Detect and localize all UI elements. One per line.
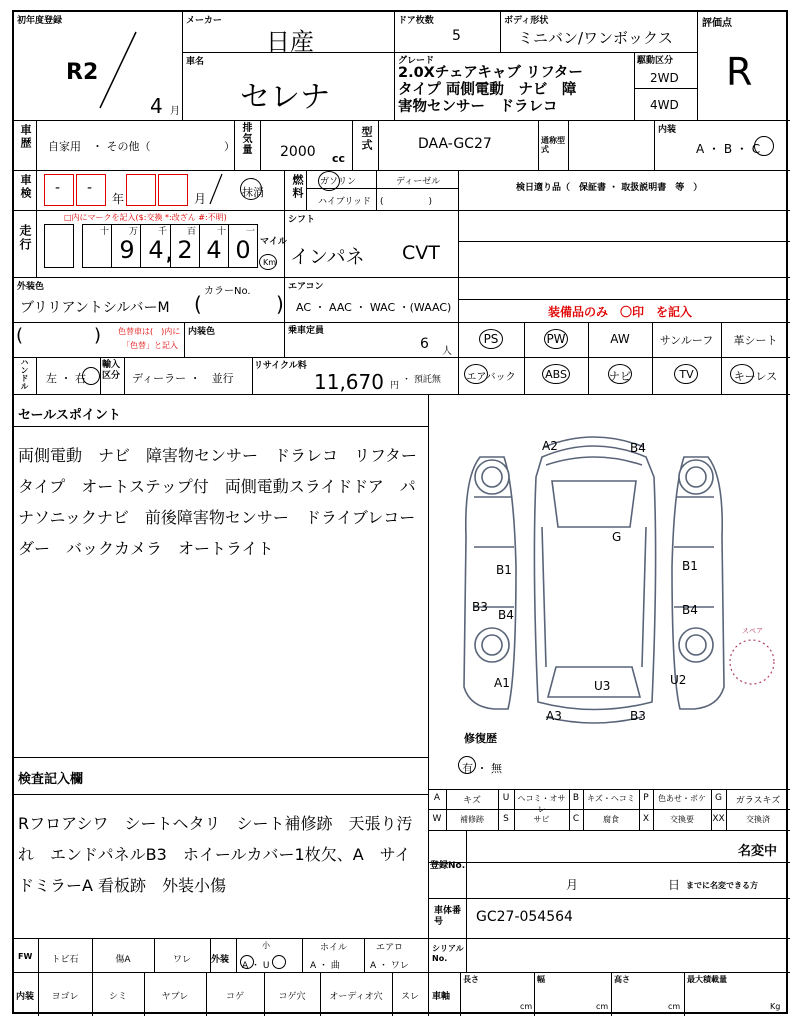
mileage-label: 走行 bbox=[18, 224, 32, 252]
fuel-gasoline: ガソリン bbox=[320, 177, 357, 187]
sales-line: ダー バックカメラ オートライト bbox=[18, 539, 274, 558]
reg-deadline: までに名変できる方 bbox=[686, 881, 758, 890]
repair-label: 修復歴 bbox=[464, 732, 497, 745]
unit-label: 万 bbox=[129, 227, 139, 237]
reg-month: 月 bbox=[566, 878, 579, 892]
unit-label: 一 bbox=[246, 227, 256, 237]
unit-label: 十 bbox=[217, 227, 227, 237]
legend-code: W bbox=[432, 814, 442, 824]
equipment-pw: PW bbox=[546, 332, 566, 346]
auction-sheet: 初年度登録 R2 4 月 メーカー 日産 ドア枚数 5 ボディ形状 ミニバン/ワンボックス 評価点 R 車名 セレナ グレード 2.0Xチェアキャブ リフター タイプ 両側電動 ナビ 障 害物センサー ドラレコ 駆動区分 2WD 4WD 車歴 自家用 ・ その他（ ） 排気量 2000 cc 型式 DAA-GC27 通称型式 内装 A ・ B ・ C 車検 - - 年 月 抹消 燃料 ガソリン ディーゼル ハイブリッド ( ) 検日適り品（ 保証書 ・ 取扱説明書 等 ） 走行 □内にマークを記入($:交換 *:改ざん #:不明) 十 万 千 百 十 一 9 4 2 4 0 , マイル Km シフト インパネ CVT 外装色 ブリリアントシルバーM カラーNo. ( ) エアコン AC ・ AAC ・ WAC ・(WAAC) 装備品のみ 〇印 を記入 ( ) 色替車は( )内に 「色替」と記入 内装色 乗車定員 6 人 PS PW AW サンルーフ 革シート エアバック ABS ナビ TV キーレス ハンドル 左 ・ 右 輸入区分 ディーラー ・ 並行 リサイクル料 11,670 円 ・ 預託無 セールスポイント 両側電動 ナビ 障害物センサー ドラレコ リフター タイプ オートステップ付 両側電動スライドドア パ ナソニックナビ 前後障害物センサー ドライブレコー ダー バックカメラ オートライト A2 B4 G B1 B1 B3 B4 B4 A1 U3 U2 A3 B3 スペア 修復歴 有 ・ 無 A キズ U ヘコミ・オサレ B キズ・ヘコミ P 色あせ・ボケ G ガラスキズ W 補修跡 S サビ C 腐食 X 交換要 XX 交換済 検査記入欄 Rフロアシワ シートヘタリ シート補修跡 天張り汚 れ エンドパネルB3 ホイールカバー1枚欠、A サイ ドミラーA 看板跡 外装小傷 登録No. 名変中 月 日 までに名変できる方 車体番号 GC27-054564 FW トビ石 傷A ワレ 外装 小 A ・ U ホイル A ・ 曲 エアロ A ・ ワレ シリアルNo. 内装 ヨゴレ シミ ヤブレ コゲ コゲ穴 オーディオ穴 スレ 車軸 長さ cm 幅 cm 高さ cm 最大積載量 Kg bbox=[12, 10, 788, 1014]
recycle-unit: 円 bbox=[390, 381, 400, 391]
paren-right: ) bbox=[276, 292, 284, 316]
mileage-instruction: □内にマークを記入($:交換 *:改ざん #:不明) bbox=[64, 213, 227, 222]
inspection-label: 車検 bbox=[19, 174, 32, 200]
history-value: 自家用 ・ その他（ bbox=[48, 140, 151, 153]
serial-label: シリアルNo. bbox=[432, 944, 464, 963]
aircon-label: エアコン bbox=[288, 282, 324, 292]
mark-b3-left: B3 bbox=[472, 600, 488, 614]
car-diagram bbox=[434, 417, 790, 727]
km-circle bbox=[259, 254, 277, 270]
legend-code: X bbox=[642, 814, 650, 824]
inspection-line: れ エンドパネルB3 ホイールカバー1枚欠、A サイ bbox=[18, 845, 411, 864]
doors-label: ドア枚数 bbox=[398, 16, 434, 26]
legend-text: 交換済 bbox=[746, 815, 770, 824]
wheel-label: ホイル bbox=[320, 943, 348, 953]
drive-4wd: 4WD bbox=[650, 98, 679, 112]
size-small: 小 bbox=[262, 941, 270, 950]
mark-a1: A1 bbox=[494, 676, 510, 690]
fw-label: FW bbox=[18, 952, 33, 961]
mark-b4-right: B4 bbox=[682, 603, 698, 617]
bottom-item: コゲ bbox=[225, 992, 244, 1002]
aircon-value: AC ・ AAC ・ WAC ・(WAAC) bbox=[296, 301, 452, 314]
chassis-label: 車体番号 bbox=[434, 906, 462, 927]
sales-line: ナソニックナビ 前後障害物センサー ドライブレコー bbox=[18, 508, 416, 527]
equipment-keyless: キーレス bbox=[733, 370, 778, 383]
mileage-digit: 4 bbox=[148, 236, 164, 264]
paren-left: ( bbox=[194, 292, 202, 316]
mark-a2: A2 bbox=[542, 439, 558, 453]
exterior-label: 外装 bbox=[211, 955, 230, 965]
mark-u3: U3 bbox=[594, 679, 611, 693]
mark-u2: U2 bbox=[670, 673, 687, 687]
recycle-status: ・ 預託無 bbox=[402, 375, 441, 385]
equipment-abs: ABS bbox=[545, 368, 567, 381]
body-label: ボディ形状 bbox=[504, 16, 549, 26]
fuel-other: ( ) bbox=[380, 197, 433, 207]
inspection-dash: - bbox=[55, 180, 61, 196]
legend-code: C bbox=[572, 814, 580, 824]
gasoline-circle bbox=[318, 171, 340, 191]
paren-right: ) bbox=[94, 325, 102, 346]
change-note: 「色替」と記入 bbox=[122, 341, 178, 350]
size-value: A ・ U bbox=[242, 961, 270, 971]
grade-value bbox=[398, 65, 583, 116]
common-model-label: 通称型式 bbox=[541, 136, 565, 154]
legend-code: S bbox=[503, 814, 509, 824]
handle-value: 左 ・ 右 bbox=[46, 372, 86, 385]
fuel-hybrid: ハイブリッド bbox=[318, 197, 372, 207]
aero-value: A ・ ワレ bbox=[370, 961, 409, 971]
equipment-leather: 革シート bbox=[733, 334, 778, 347]
drive-2wd: 2WD bbox=[650, 71, 679, 85]
bottom-item: ヤブレ bbox=[161, 992, 189, 1002]
mark-b3-bottom: B3 bbox=[630, 709, 646, 723]
equipment-navi: ナビ bbox=[609, 370, 631, 383]
mileage-digit: 0 bbox=[235, 236, 251, 264]
recycle-amount: 11,670 bbox=[314, 370, 384, 394]
registration-year: R2 bbox=[66, 60, 99, 85]
import-value: ディーラー ・ 並行 bbox=[132, 372, 234, 385]
import-label: 輸入区分 bbox=[102, 360, 121, 381]
sales-title: セールスポイント bbox=[18, 408, 121, 423]
reg-day: 日 bbox=[668, 878, 681, 892]
equipment-title: 装備品のみ 〇印 を記入 bbox=[548, 305, 693, 319]
capacity-value: 6 bbox=[420, 336, 429, 352]
grade-line: 害物センサー ドラレコ bbox=[398, 99, 558, 115]
displacement-value: 2000 bbox=[280, 144, 316, 160]
doors-value: 5 bbox=[452, 28, 461, 44]
bottom-item: トビ石 bbox=[51, 955, 79, 965]
chassis-number: GC27-054564 bbox=[476, 909, 573, 925]
mark-g: G bbox=[612, 530, 622, 544]
unit-label: 十 bbox=[100, 227, 110, 237]
score-label: 評価点 bbox=[702, 18, 732, 29]
mark-b1-left: B1 bbox=[496, 563, 512, 577]
bottom-item: スレ bbox=[400, 992, 419, 1002]
aero-label: エアロ bbox=[376, 943, 404, 953]
bottom-item: オーディオ穴 bbox=[329, 992, 383, 1002]
wheel-value: A ・ 曲 bbox=[310, 961, 340, 971]
mileage-digit: 2 bbox=[177, 236, 193, 264]
month-unit: 月 bbox=[194, 192, 207, 206]
name-change: 名変中 bbox=[738, 844, 778, 859]
score-value: R bbox=[726, 50, 753, 94]
shift-type: CVT bbox=[402, 242, 440, 264]
model-label: 型式 bbox=[360, 126, 373, 152]
grade-line: 2.0Xチェアキャブ リフター bbox=[398, 65, 583, 81]
exterior-color-label: 外装色 bbox=[17, 282, 45, 292]
bottom-item: 傷A bbox=[115, 955, 131, 965]
legend-text: キズ bbox=[463, 796, 481, 806]
legend-text: 交換要 bbox=[670, 815, 694, 824]
slash-divider bbox=[96, 30, 140, 110]
mark-b4-left: B4 bbox=[498, 608, 514, 622]
body-value: ミニバン/ワンボックス bbox=[518, 29, 673, 47]
recycle-label: リサイクル料 bbox=[254, 361, 307, 371]
equipment-aw: AW bbox=[610, 332, 630, 346]
shift-label: シフト bbox=[288, 215, 316, 225]
history-label: 車歴 bbox=[19, 124, 32, 150]
handle-label: ハンドル bbox=[20, 358, 29, 390]
grade-line: タイプ 両側電動 ナビ 障 bbox=[398, 82, 577, 98]
max-load-label: 最大積載量 bbox=[687, 975, 727, 984]
equipment-ps: PS bbox=[483, 332, 499, 346]
spare-label: スペア bbox=[742, 627, 763, 635]
unregistered: 抹消 bbox=[242, 186, 264, 199]
model-value: DAA-GC27 bbox=[418, 136, 492, 152]
repair-circle bbox=[458, 756, 476, 774]
reg-no-label: 登録No. bbox=[430, 861, 466, 871]
docs-title: 検日適り品（ 保証書 ・ 取扱説明書 等 ） bbox=[516, 183, 703, 193]
inspection-line: ドミラーA 看板跡 外装小傷 bbox=[18, 876, 227, 895]
width-label: 幅 bbox=[537, 975, 545, 984]
legend-text: キズ・ヘコミ bbox=[587, 794, 635, 803]
unit-label: 千 bbox=[158, 227, 168, 237]
km-label: Km bbox=[263, 258, 277, 267]
maker-value: 日産 bbox=[266, 28, 314, 56]
capacity-label: 乗車定員 bbox=[288, 326, 325, 336]
drive-label: 駆動区分 bbox=[637, 56, 674, 66]
mileage-digit: 9 bbox=[119, 236, 135, 264]
legend-code: A bbox=[433, 793, 441, 803]
capacity-unit: 人 bbox=[442, 346, 452, 357]
bottom-item: ワレ bbox=[172, 955, 191, 965]
legend-text: 補修跡 bbox=[460, 815, 484, 824]
displacement-unit: cc bbox=[332, 152, 346, 165]
cm-unit: cm bbox=[668, 1002, 681, 1011]
equipment-tv: TV bbox=[679, 368, 694, 381]
interior-damage-label: 内装 bbox=[16, 992, 35, 1002]
year-unit: 年 bbox=[112, 192, 125, 206]
exterior-color: ブリリアントシルバーM bbox=[20, 300, 170, 316]
mark-b4-top: B4 bbox=[630, 441, 646, 455]
legend-code: G bbox=[715, 793, 722, 803]
bottom-item: コゲ穴 bbox=[278, 992, 306, 1002]
legend-text: 腐食 bbox=[603, 815, 619, 824]
equipment-sunroof: サンルーフ bbox=[659, 334, 714, 347]
inspection-title: 検査記入欄 bbox=[18, 772, 84, 787]
inspection-dash: - bbox=[87, 180, 93, 196]
interior-label: 内装 bbox=[658, 125, 677, 135]
change-note: 色替車は( )内に bbox=[118, 327, 181, 336]
interior-c-circle bbox=[754, 136, 774, 156]
displacement-label: 排気量 bbox=[240, 122, 251, 155]
length-label: 長さ bbox=[463, 975, 479, 984]
dims-label: 車軸 bbox=[432, 992, 451, 1002]
carname-label: 車名 bbox=[186, 57, 205, 67]
height-label: 高さ bbox=[614, 975, 630, 984]
repair-value: 有 ・ 無 bbox=[462, 762, 502, 775]
legend-text: ガラスキズ bbox=[735, 796, 781, 806]
legend-code: B bbox=[572, 793, 580, 803]
interior-color-label: 内装色 bbox=[188, 327, 216, 337]
carname-value: セレナ bbox=[240, 80, 330, 115]
mileage-digit: 4 bbox=[206, 236, 222, 264]
cm-unit: cm bbox=[520, 1002, 533, 1011]
legend-text: ヘコミ・オサレ bbox=[517, 794, 566, 814]
mile-label: マイル bbox=[260, 237, 287, 247]
mark-a3: A3 bbox=[546, 709, 562, 723]
legend-code: U bbox=[502, 793, 510, 803]
sales-line: 両側電動 ナビ 障害物センサー ドラレコ リフター bbox=[18, 446, 417, 465]
fuel-diesel: ディーゼル bbox=[396, 177, 441, 187]
history-close: ） bbox=[224, 140, 235, 153]
paren-left: ( bbox=[16, 325, 24, 346]
color-no-label: カラーNo. bbox=[204, 286, 251, 297]
unit-label: 百 bbox=[187, 227, 197, 237]
legend-code: XX bbox=[712, 814, 725, 824]
grade-label: グレード bbox=[398, 56, 435, 66]
sales-line: タイプ オートステップ付 両側電動スライドドア パ bbox=[18, 477, 416, 496]
unreg-circle bbox=[240, 178, 262, 200]
shift-value: インパネ bbox=[290, 246, 365, 268]
kg-unit: Kg bbox=[770, 1002, 781, 1011]
bottom-item: シミ bbox=[108, 992, 127, 1002]
legend-code: P bbox=[643, 793, 649, 803]
bottom-item: ヨゴレ bbox=[51, 992, 79, 1002]
maker-label: メーカー bbox=[186, 16, 222, 26]
month-unit: 月 bbox=[170, 106, 180, 117]
cm-unit: cm bbox=[596, 1002, 609, 1011]
inspection-line: Rフロアシワ シートヘタリ シート補修跡 天張り汚 bbox=[18, 814, 413, 833]
legend-text: 色あせ・ボケ bbox=[658, 794, 706, 803]
legend-text: サビ bbox=[533, 815, 550, 824]
mark-b1-right: B1 bbox=[682, 559, 698, 573]
fuel-label: 燃料 bbox=[291, 174, 304, 200]
equipment-airbag: エアバック bbox=[466, 372, 516, 383]
registration-month: 4 bbox=[150, 94, 163, 118]
interior-grades: A ・ B ・ C bbox=[696, 142, 761, 156]
first-registration-label: 初年度登録 bbox=[17, 16, 63, 26]
